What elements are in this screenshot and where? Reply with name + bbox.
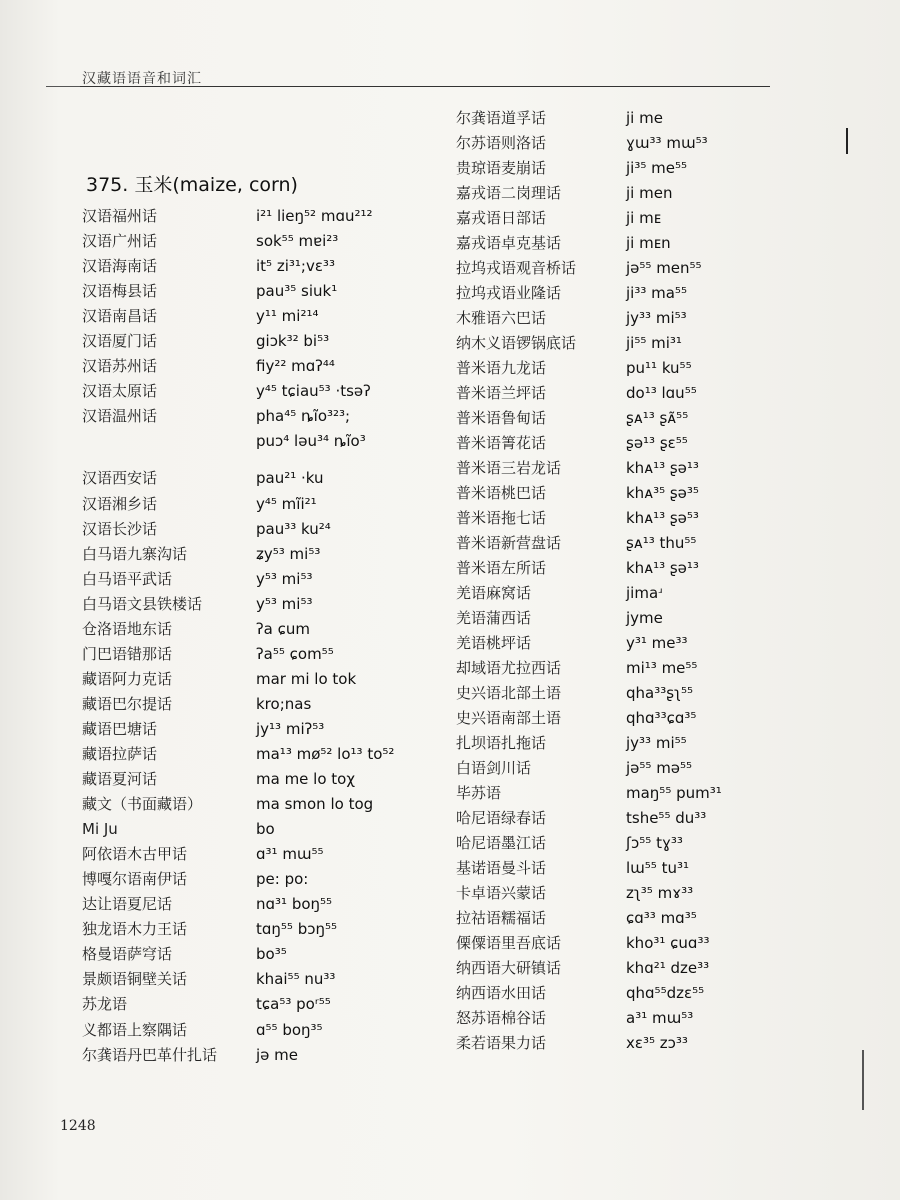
language-name: 藏语巴尔提话	[82, 694, 173, 713]
word-form: ji⁵⁵ mi³¹	[626, 334, 682, 352]
lexicon-entry	[456, 681, 776, 706]
word-form: mar mi lo tok	[256, 669, 357, 688]
left-column	[82, 204, 442, 1068]
language-name: 白语剑川话	[456, 759, 532, 777]
word-form: xɛ³⁵ zɔ³³	[626, 1034, 688, 1052]
language-name: 普米语兰坪话	[456, 384, 547, 402]
lexicon-entry	[456, 531, 776, 556]
section-heading	[86, 170, 298, 197]
word-form: i²¹ lieŋ⁵² mɑu²¹²	[256, 207, 373, 226]
lexicon-entry	[82, 1043, 442, 1068]
lexicon-entry	[82, 917, 442, 942]
header-rule	[80, 86, 770, 87]
language-name: 羌语蒲西话	[456, 609, 532, 627]
lexicon-entry	[456, 156, 776, 181]
language-name: 汉语福州话	[82, 207, 158, 226]
lexicon-entry	[456, 781, 776, 806]
language-name: 独龙语木力王话	[82, 920, 188, 939]
lexicon-entry	[456, 356, 776, 381]
lexicon-entry	[82, 404, 442, 429]
language-name: 傈僳语里吾底话	[456, 934, 562, 952]
lexicon-entry	[456, 506, 776, 531]
language-name: 卡卓语兴蒙话	[456, 884, 547, 902]
language-name: 怒苏语棉谷话	[456, 1009, 547, 1027]
word-form: y³¹ me³³	[626, 634, 688, 652]
word-form: tshe⁵⁵ du³³	[626, 809, 707, 827]
word-form: puɔ⁴ ləu³⁴ ȵĩo³	[256, 432, 366, 451]
language-name: 普米语桃巴话	[456, 484, 547, 502]
word-form: pu¹¹ ku⁵⁵	[626, 359, 692, 377]
lexicon-entry	[456, 606, 776, 631]
language-name: 嘉戎语日部话	[456, 209, 547, 227]
language-name: 仓洛语地东话	[82, 619, 173, 638]
lexicon-entry	[82, 567, 442, 592]
word-form: ʂᴀ¹³ thu⁵⁵	[626, 534, 697, 552]
lexicon-entry	[82, 717, 442, 742]
lexicon-entry	[456, 181, 776, 206]
language-name: 普米语三岩龙话	[456, 459, 562, 477]
word-form: ʂə¹³ ʂɛ⁵⁵	[626, 434, 688, 452]
word-form: khᴀ¹³ ʂə¹³	[626, 459, 699, 477]
lexicon-entry	[456, 981, 776, 1006]
lexicon-entry	[82, 867, 442, 892]
header-rule-left	[46, 86, 80, 87]
lexicon-entry	[82, 304, 442, 329]
lexicon-entry	[456, 431, 776, 456]
language-name: 拉坞戎语业隆话	[456, 284, 562, 302]
word-form: jyme	[626, 609, 663, 627]
lexicon-entry	[82, 279, 442, 304]
word-form: giɔk³² bi⁵³	[256, 332, 330, 351]
language-name: 纳木义语锣锅底话	[456, 334, 577, 352]
word-form: ji mᴇ	[626, 209, 662, 227]
lexicon-entry	[82, 692, 442, 717]
language-name: 基诺语曼斗话	[456, 859, 547, 877]
language-name: 史兴语北部土语	[456, 684, 562, 702]
word-form: y⁴⁵ tɕiau⁵³ ·tsəʔ	[256, 382, 371, 401]
language-name: 藏文（书面藏语）	[82, 795, 203, 814]
language-name: 嘉戎语二岗理话	[456, 184, 562, 202]
language-name: 哈尼语绿春话	[456, 809, 547, 827]
word-form: ma me lo toχ	[256, 770, 356, 789]
word-form: jy³³ mi⁵³	[626, 309, 687, 327]
word-form: khᴀ¹³ ʂə⁵³	[626, 509, 699, 527]
lexicon-entry	[82, 229, 442, 254]
running-head: 汉藏语语音和词汇	[82, 71, 202, 87]
word-form: ɣɯ³³ mɯ⁵³	[626, 134, 708, 152]
word-form: qhɑ⁵⁵dzɛ⁵⁵	[626, 984, 705, 1002]
language-name: 普米语左所话	[456, 559, 547, 577]
lexicon-entry	[456, 406, 776, 431]
language-name: 博嘎尔语南伊话	[82, 870, 188, 889]
entry-gap	[82, 454, 442, 466]
language-name: 纳西语大研镇话	[456, 959, 562, 977]
language-name: 汉语苏州话	[82, 357, 158, 376]
lexicon-entry	[82, 967, 442, 992]
lexicon-entry	[456, 1031, 776, 1056]
lexicon-entry	[82, 892, 442, 917]
language-name: 藏语巴塘话	[82, 719, 158, 738]
page-number: 1248	[60, 1118, 96, 1134]
language-name: 白马语平武话	[82, 569, 173, 588]
lexicon-entry	[82, 817, 442, 842]
word-form: lɯ⁵⁵ tu³¹	[626, 859, 689, 877]
word-form: jy¹³ miʔ⁵³	[256, 719, 325, 738]
word-form: jə me	[256, 1045, 299, 1064]
lexicon-entry	[82, 992, 442, 1017]
language-name: 格曼语萨穹话	[82, 945, 173, 964]
lexicon-entry	[82, 254, 442, 279]
word-form: a³¹ mɯ⁵³	[626, 1009, 694, 1027]
language-name: 汉语广州话	[82, 232, 158, 251]
word-form: khɑ²¹ dze³³	[626, 959, 710, 977]
word-form: jə⁵⁵ men⁵⁵	[626, 259, 702, 277]
word-form: ji³³ ma⁵⁵	[626, 284, 687, 302]
lexicon-entry	[456, 806, 776, 831]
word-form: ʑy⁵³ mi⁵³	[256, 544, 321, 563]
language-name: 普米语鲁甸话	[456, 409, 547, 427]
word-form: y⁵³ mi⁵³	[256, 594, 313, 613]
lexicon-entry	[456, 731, 776, 756]
language-name: 汉语梅县话	[82, 282, 158, 301]
language-name: 苏龙语	[82, 995, 128, 1014]
lexicon-entry	[456, 481, 776, 506]
word-form: ɕɑ³³ mɑ³⁵	[626, 909, 697, 927]
language-name: 藏语夏河话	[82, 770, 158, 789]
word-form: pha⁴⁵ ȵĩo³²³;	[256, 407, 351, 426]
lexicon-entry	[82, 354, 442, 379]
word-form: ji men	[626, 184, 673, 202]
lexicon-entry	[456, 581, 776, 606]
word-form: kho³¹ ɕuɑ³³	[626, 934, 710, 952]
language-name: 尔龚语道孚话	[456, 109, 547, 127]
language-name: 普米语九龙话	[456, 359, 547, 377]
language-name: 拉坞戎语观音桥话	[456, 259, 577, 277]
section-number: 375.	[86, 174, 129, 196]
language-name: 拉祜语糯福话	[456, 909, 547, 927]
language-name: 汉语太原话	[82, 382, 158, 401]
language-name: 嘉戎语卓克基话	[456, 234, 562, 252]
word-form: sok⁵⁵ mɐi²³	[256, 232, 339, 251]
lexicon-entry	[456, 331, 776, 356]
word-form: ɑ⁵⁵ boŋ³⁵	[256, 1020, 323, 1039]
lexicon-entry	[456, 231, 776, 256]
word-form: ʃɔ⁵⁵ tɣ³³	[626, 834, 683, 852]
language-name: 羌语麻窝话	[456, 584, 532, 602]
lexicon-entry	[82, 617, 442, 642]
language-name: 史兴语南部土语	[456, 709, 562, 727]
lexicon-entry	[82, 379, 442, 404]
lexicon-entry	[82, 792, 442, 817]
language-name: 哈尼语墨江话	[456, 834, 547, 852]
language-name: 普米语新营盘话	[456, 534, 562, 552]
word-form: pau³³ ku²⁴	[256, 519, 331, 538]
lexicon-entry	[82, 466, 442, 491]
word-form: it⁵ zi³¹;vɛ³³	[256, 257, 335, 276]
word-form: tɕa⁵³ poʳ⁵⁵	[256, 995, 331, 1014]
lexicon-entry	[456, 906, 776, 931]
word-form: zʅ³⁵ mɤ³³	[626, 884, 694, 902]
word-form: ma smon lo tog	[256, 795, 374, 814]
lexicon-entry	[82, 642, 442, 667]
word-form: khᴀ³⁵ ʂə³⁵	[626, 484, 699, 502]
word-form: maŋ⁵⁵ pum³¹	[626, 784, 722, 802]
lexicon-entry	[82, 667, 442, 692]
language-name: 门巴语错那话	[82, 644, 173, 663]
lexicon-entry	[456, 881, 776, 906]
word-form: qhɑ³³ɕɑ³⁵	[626, 709, 697, 727]
margin-mark	[862, 1050, 864, 1110]
language-name: 尔苏语则洛话	[456, 134, 547, 152]
lexicon-entry	[82, 429, 442, 454]
lexicon-entry	[82, 204, 442, 229]
lexicon-entry	[82, 742, 442, 767]
word-form: ma¹³ mø⁵² lo¹³ to⁵²	[256, 745, 395, 763]
lexicon-entry	[456, 256, 776, 281]
lexicon-entry	[456, 1006, 776, 1031]
word-form: ʂᴀ¹³ ʂᴀ̃⁵⁵	[626, 409, 689, 427]
language-name: 阿依语木古甲话	[82, 845, 188, 864]
lexicon-entry	[456, 706, 776, 731]
language-name: 汉语长沙话	[82, 519, 158, 538]
language-name: 景颇语铜壁关话	[82, 970, 188, 989]
word-form: qha³³ʂʅ⁵⁵	[626, 684, 694, 702]
language-name: 尔龚语丹巴革什扎话	[82, 1045, 218, 1064]
word-form: fiy²² mɑʔ⁴⁴	[256, 357, 335, 376]
language-name: 羌语桃坪话	[456, 634, 532, 652]
word-form: ʔa⁵⁵ ɕom⁵⁵	[256, 644, 334, 663]
right-column	[456, 106, 776, 1056]
lexicon-entry	[82, 517, 442, 542]
word-form: pau³⁵ siuk¹	[256, 282, 338, 301]
language-name: 达让语夏尼话	[82, 895, 173, 914]
word-form: kro;nas	[256, 694, 312, 713]
language-name: 柔若语果力话	[456, 1034, 547, 1052]
lexicon-entry	[82, 329, 442, 354]
language-name: 藏语拉萨话	[82, 745, 158, 763]
lexicon-entry	[456, 106, 776, 131]
lexicon-entry	[82, 1018, 442, 1043]
language-name: 贵琼语麦崩话	[456, 159, 547, 177]
lexicon-entry	[456, 931, 776, 956]
word-form: tɑŋ⁵⁵ bɔŋ⁵⁵	[256, 920, 337, 939]
lexicon-entry	[82, 842, 442, 867]
lexicon-entry	[82, 592, 442, 617]
lexicon-entry	[456, 656, 776, 681]
language-name: 却域语尤拉西话	[456, 659, 562, 677]
language-name: Mi Ju	[82, 820, 118, 839]
language-name: 白马语文县铁楼话	[82, 594, 203, 613]
word-form: jy³³ mi⁵⁵	[626, 734, 687, 752]
lexicon-entry	[82, 942, 442, 967]
lexicon-entry	[456, 131, 776, 156]
word-form: jimaʴ	[626, 584, 663, 602]
lexicon-entry	[456, 631, 776, 656]
lexicon-entry	[456, 756, 776, 781]
language-name: 毕苏语	[456, 784, 502, 802]
language-name: 义都语上察隅话	[82, 1020, 188, 1039]
language-name: 汉语海南话	[82, 257, 158, 276]
lexicon-entry	[456, 206, 776, 231]
word-form: khai⁵⁵ nu³³	[256, 970, 336, 989]
word-form: ʔa ɕum	[256, 619, 310, 638]
lexicon-entry	[456, 831, 776, 856]
word-form: ji me	[626, 109, 663, 127]
lexicon-entry	[82, 542, 442, 567]
language-name: 汉语温州话	[82, 407, 158, 426]
margin-mark	[846, 128, 848, 154]
language-name: 木雅语六巴话	[456, 309, 547, 327]
lexicon-entry	[456, 306, 776, 331]
lexicon-entry	[456, 956, 776, 981]
word-form: khᴀ¹³ ʂə¹³	[626, 559, 699, 577]
word-form: do¹³ lɑu⁵⁵	[626, 384, 697, 402]
word-form: y¹¹ mi²¹⁴	[256, 307, 319, 326]
language-name: 普米语拖七话	[456, 509, 547, 527]
word-form: bo	[256, 820, 275, 839]
word-form: y⁴⁵ mĩi²¹	[256, 494, 317, 513]
lexicon-entry	[456, 281, 776, 306]
language-name: 藏语阿力克话	[82, 669, 173, 688]
lexicon-entry	[456, 381, 776, 406]
word-form: y⁵³ mi⁵³	[256, 569, 313, 588]
word-form: bo³⁵	[256, 945, 287, 964]
word-form: ji³⁵ me⁵⁵	[626, 159, 687, 177]
language-name: 纳西语水田话	[456, 984, 547, 1002]
word-form: nɑ³¹ boŋ⁵⁵	[256, 895, 333, 914]
language-name: 白马语九寨沟话	[82, 544, 188, 563]
lexicon-entry	[82, 492, 442, 517]
language-name: 汉语西安话	[82, 469, 158, 488]
word-form: mi¹³ me⁵⁵	[626, 659, 698, 677]
lexicon-entry	[456, 556, 776, 581]
language-name: 汉语湘乡话	[82, 494, 158, 513]
word-form: pau²¹ ·ku	[256, 469, 324, 488]
language-name: 扎坝语扎拖话	[456, 734, 547, 752]
language-name: 汉语南昌话	[82, 307, 158, 326]
word-form: jə⁵⁵ mə⁵⁵	[626, 759, 693, 777]
lexicon-entry	[456, 456, 776, 481]
lexicon-entry	[456, 856, 776, 881]
language-name: 普米语箐花话	[456, 434, 547, 452]
section-title: 玉米(maize, corn)	[134, 174, 298, 196]
lexicon-entry	[82, 767, 442, 792]
word-form: pe: po:	[256, 870, 309, 889]
language-name: 汉语厦门话	[82, 332, 158, 351]
word-form: ɑ³¹ mɯ⁵⁵	[256, 845, 324, 864]
word-form: ji mᴇn	[626, 234, 671, 252]
